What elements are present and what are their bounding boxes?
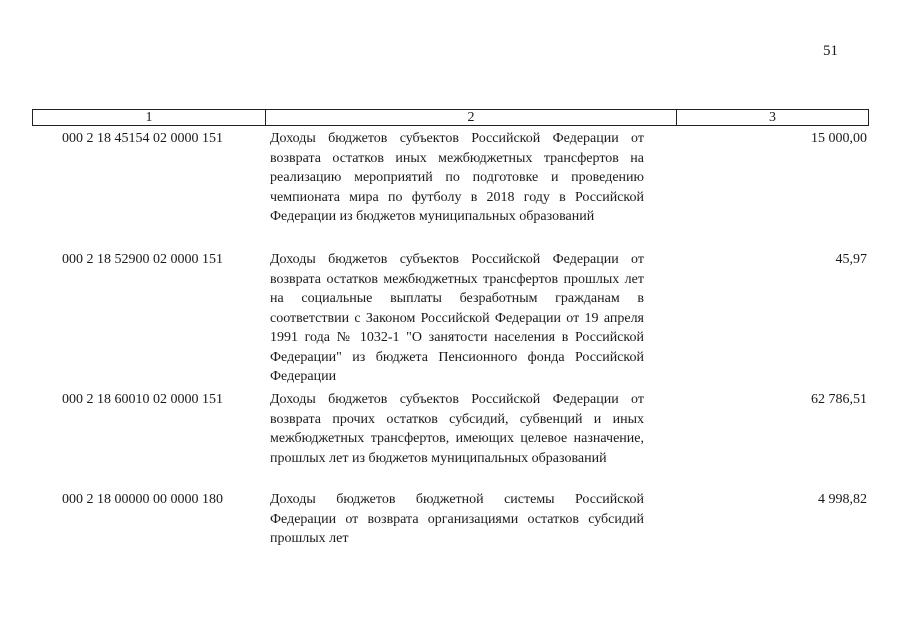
table-header bbox=[32, 109, 869, 126]
revenue-description: Доходы бюджетов субъектов Российской Федерации от возврата остатков межбюджетных трансфертов прошлых лет на социальные выплаты безработным гражданам в соответствии с Законом Российской Федерации от 19 апреля 1991 года № 1032-1 "О занятости населения в Российской Федерации" из бюджета Пенсионного фонда Российской Федерации bbox=[270, 252, 644, 384]
column-header-3: 3 bbox=[769, 109, 776, 125]
amount: 45,97 bbox=[835, 252, 867, 267]
revenue-description: Доходы бюджетов субъектов Российской Федерации от возврата прочих остатков субсидий, субвенций и иных межбюджетных трансфертов, имеющих целевое назначение, прошлых лет из бюджетов муниципальных образований bbox=[270, 392, 644, 466]
revenue-description: Доходы бюджетов бюджетной системы Российской Федерации от возврата организациями остатков субсидий прошлых лет bbox=[270, 492, 644, 546]
amount: 62 786,51 bbox=[811, 392, 867, 407]
revenue-description: Доходы бюджетов субъектов Российской Федерации от возврата остатков иных межбюджетных трансфертов на реализацию мероприятий по подготовке и проведению чемпионата мира по футболу в 2018 году в Российской Федерации из бюджетов муниципальных образований bbox=[270, 131, 644, 224]
page-number: 51 bbox=[823, 43, 838, 59]
budget-code: 000 2 18 52900 02 0000 151 bbox=[62, 252, 223, 267]
column-header-1: 1 bbox=[33, 110, 266, 125]
budget-code: 000 2 18 60010 02 0000 151 bbox=[62, 392, 223, 407]
amount: 4 998,82 bbox=[818, 492, 867, 507]
budget-code: 000 2 18 45154 02 0000 151 bbox=[62, 131, 223, 146]
amount: 15 000,00 bbox=[811, 131, 867, 146]
column-header-2: 2 bbox=[266, 110, 677, 125]
budget-code: 000 2 18 00000 00 0000 180 bbox=[62, 492, 223, 507]
